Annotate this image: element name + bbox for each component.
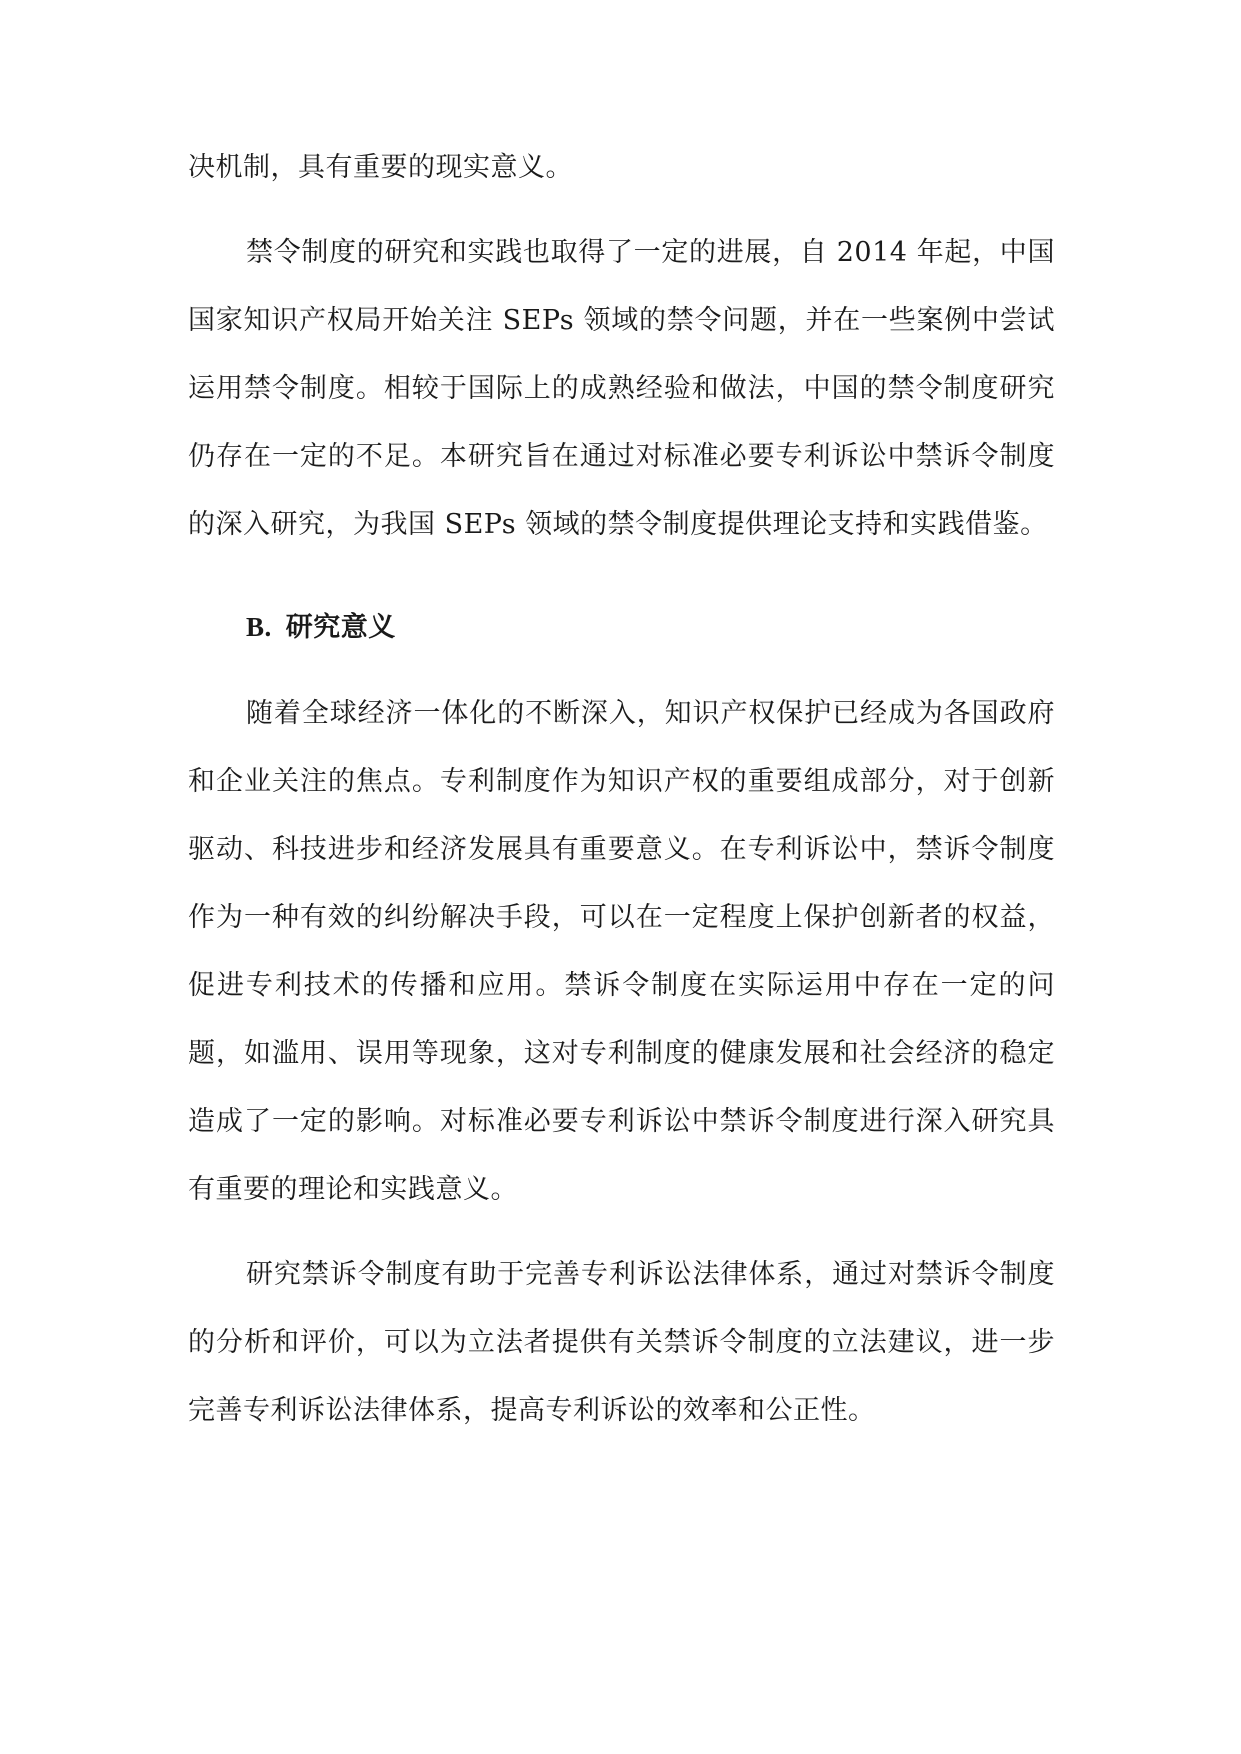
section-heading-b (188, 593, 1055, 662)
section-title: 研究意义 (285, 612, 396, 643)
section-label: B. (246, 612, 272, 642)
paragraph-research-significance: 随着全球经济一体化的不断深入，知识产权保护已经成为各国政府和企业关注的焦点。专利制度作为知识产权的重要组成部分，对于创新驱动、科技进步和经济发展具有重要意义。在专利诉讼中，禁诉令制度作为一种有效的纠纷解决手段，可以在一定程度上保护创新者的权益，促进专利技术的传播和应用。禁诉令制度在实际运用中存在一定的问题，如滥用、误用等现象，这对专利制度的健康发展和社会经济的稳定造成了一定的影响。对标准必要专利诉讼中禁诉令制度进行深入研究具有重要的理论和实践意义。 (188, 698, 1055, 1205)
paragraph-legal-system: 研究禁诉令制度有助于完善专利诉讼法律体系，通过对禁诉令制度的分析和评价，可以为立法者提供有关禁诉令制度的立法建议，进一步完善专利诉讼法律体系，提高专利诉讼的效率和公正性。 (188, 1259, 1055, 1426)
document-body (188, 134, 1055, 1462)
paragraph-injunction-research: 禁令制度的研究和实践也取得了一定的进展，自 2014 年起，中国国家知识产权局开始关注 SEPs 领域的禁令问题，并在一些案例中尝试运用禁令制度。相较于国际上的成熟经验和做法，中国的禁令制度研究仍存在一定的不足。本研究旨在通过对标准必要专利诉讼中禁诉令制度的深入研究，为我国 SEPs 领域的禁令制度提供理论支持和实践借鉴。 (188, 237, 1055, 540)
paragraph-continued: 决机制，具有重要的现实意义。 (188, 152, 573, 183)
